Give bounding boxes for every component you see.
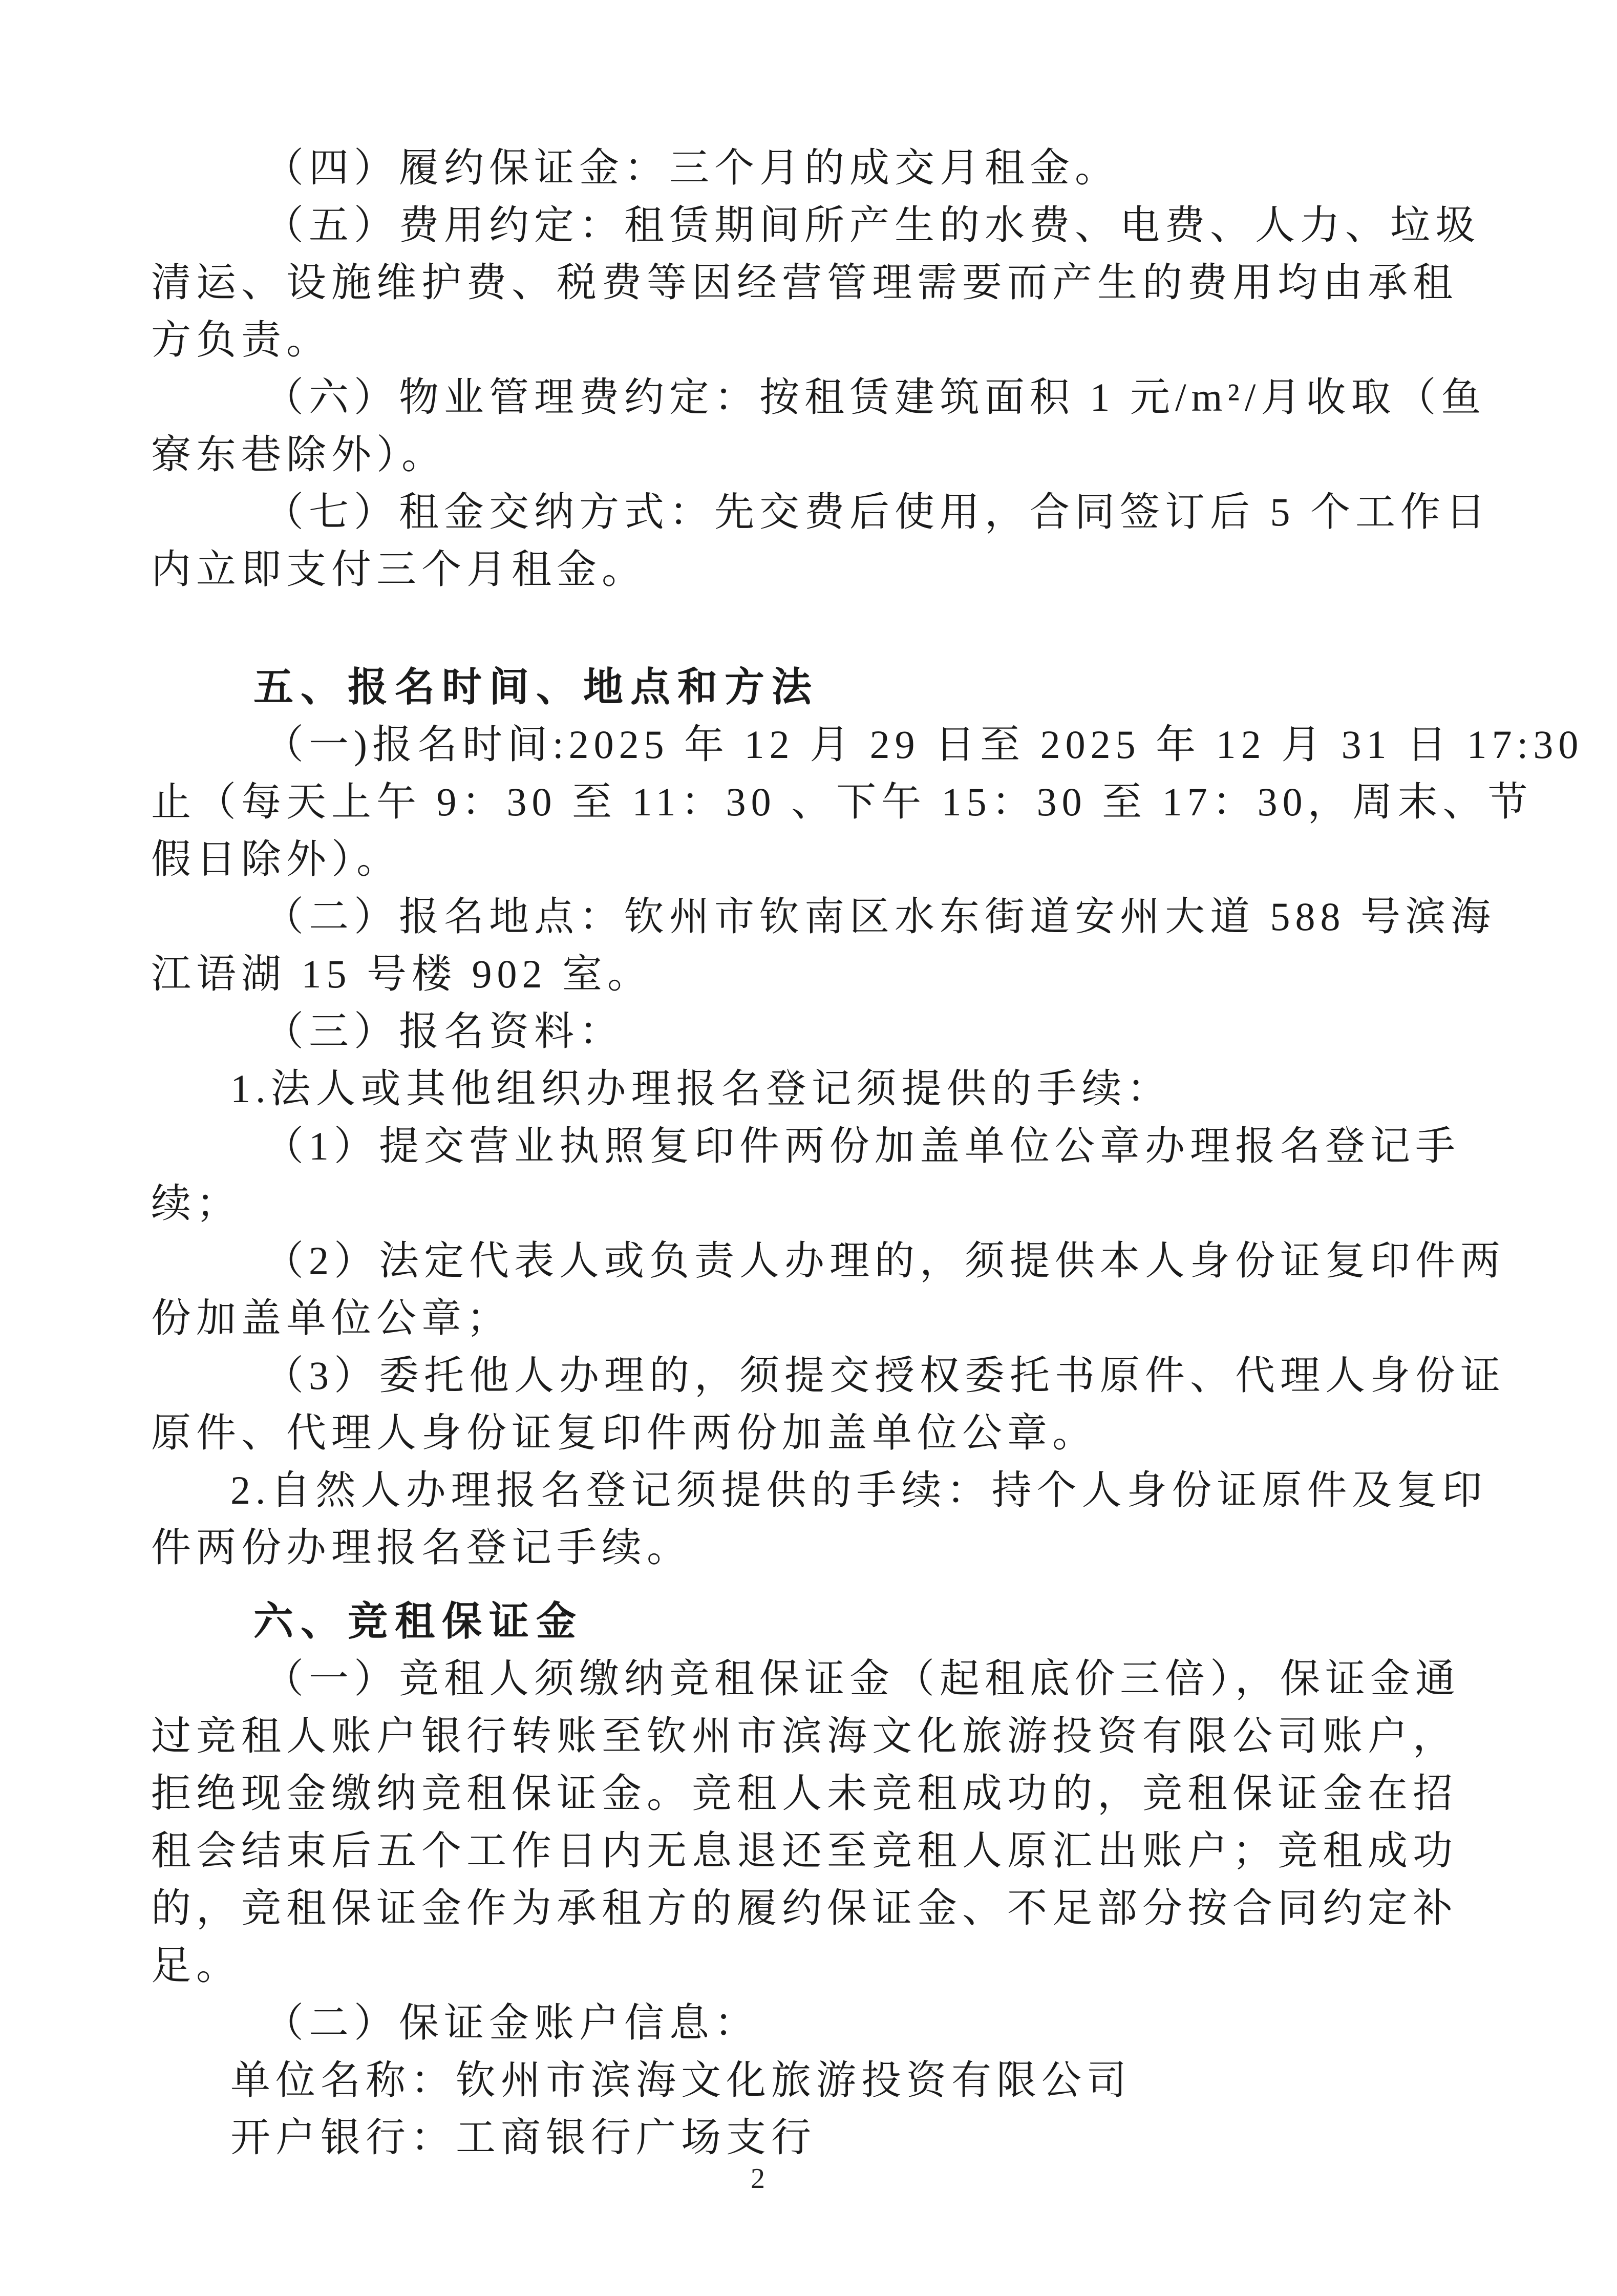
text-line: 件两份办理报名登记手续。 bbox=[151, 1525, 692, 1570]
text-line: （二）保证金账户信息： bbox=[264, 2000, 760, 2045]
text-line: 寮东巷除外）。 bbox=[151, 432, 447, 477]
text-line: 内立即支付三个月租金。 bbox=[151, 547, 647, 592]
text-line: （一)报名时间:2025 年 12 月 29 日至 2025 年 12 月 31 日 17:30 bbox=[264, 722, 1584, 767]
text-line: 方负责。 bbox=[151, 318, 332, 362]
text-line: 单位名称：钦州市滨海文化旅游投资有限公司 bbox=[230, 2058, 1132, 2102]
text-line: （1）提交营业执照复印件两份加盖单位公章办理报名登记手 bbox=[264, 1124, 1461, 1168]
text-line: 租会结束后五个工作日内无息退还至竞租人原汇出账户；竞租成功 bbox=[151, 1828, 1458, 1873]
section-heading: 六、竞租保证金 bbox=[253, 1599, 584, 1644]
text-line: 的，竞租保证金作为承租方的履约保证金、不足部分按合同约定补 bbox=[151, 1886, 1458, 1930]
text-line: （一）竞租人须缴纳竞租保证金（起租底价三倍），保证金通 bbox=[264, 1656, 1461, 1701]
text-line: （二）报名地点：钦州市钦南区水东街道安州大道 588 号滨海 bbox=[264, 894, 1496, 939]
text-line: 足。 bbox=[151, 1943, 242, 1988]
text-line: 2.自然人办理报名登记须提供的手续：持个人身份证原件及复印 bbox=[230, 1468, 1487, 1512]
text-line: （3）委托他人办理的，须提交授权委托书原件、代理人身份证 bbox=[264, 1353, 1506, 1398]
section-heading: 五、报名时间、地点和方法 bbox=[253, 665, 819, 709]
text-line: 拒绝现金缴纳竞租保证金。竞租人未竞租成功的，竞租保证金在招 bbox=[151, 1771, 1458, 1816]
text-line: 原件、代理人身份证复印件两份加盖单位公章。 bbox=[151, 1410, 1098, 1455]
text-line: 清运、设施维护费、税费等因经营管理需要而产生的费用均由承租 bbox=[151, 260, 1458, 305]
text-line: 开户银行：工商银行广场支行 bbox=[230, 2115, 817, 2160]
text-line: 假日除外）。 bbox=[151, 837, 402, 881]
text-line: 续； bbox=[151, 1181, 242, 1226]
text-line: 止（每天上午 9：30 至 11：30 、下午 15：30 至 17：30，周末、节 bbox=[151, 780, 1533, 824]
text-line: 江语湖 15 号楼 902 室。 bbox=[151, 952, 653, 996]
text-line: （四）履约保证金：三个月的成交月租金。 bbox=[264, 145, 1120, 190]
text-line: （七）租金交纳方式：先交费后使用，合同签订后 5 个工作日 bbox=[264, 490, 1491, 534]
text-line: 1.法人或其他组织办理报名登记须提供的手续： bbox=[230, 1066, 1172, 1111]
text-line: 过竞租人账户银行转账至钦州市滨海文化旅游投资有限公司账户， bbox=[151, 1714, 1458, 1758]
page-number: 2 bbox=[751, 2163, 765, 2195]
text-line: （三）报名资料： bbox=[264, 1009, 625, 1054]
document-text-block bbox=[151, 139, 1584, 2166]
text-line: （五）费用约定：租赁期间所产生的水费、电费、人力、垃圾 bbox=[264, 203, 1481, 247]
text-line: 份加盖单位公章； bbox=[151, 1296, 512, 1340]
text-line: （六）物业管理费约定：按租赁建筑面积 1 元/m²/月收取（鱼 bbox=[264, 375, 1486, 419]
text-line: （2）法定代表人或负责人办理的，须提供本人身份证复印件两 bbox=[264, 1238, 1506, 1283]
